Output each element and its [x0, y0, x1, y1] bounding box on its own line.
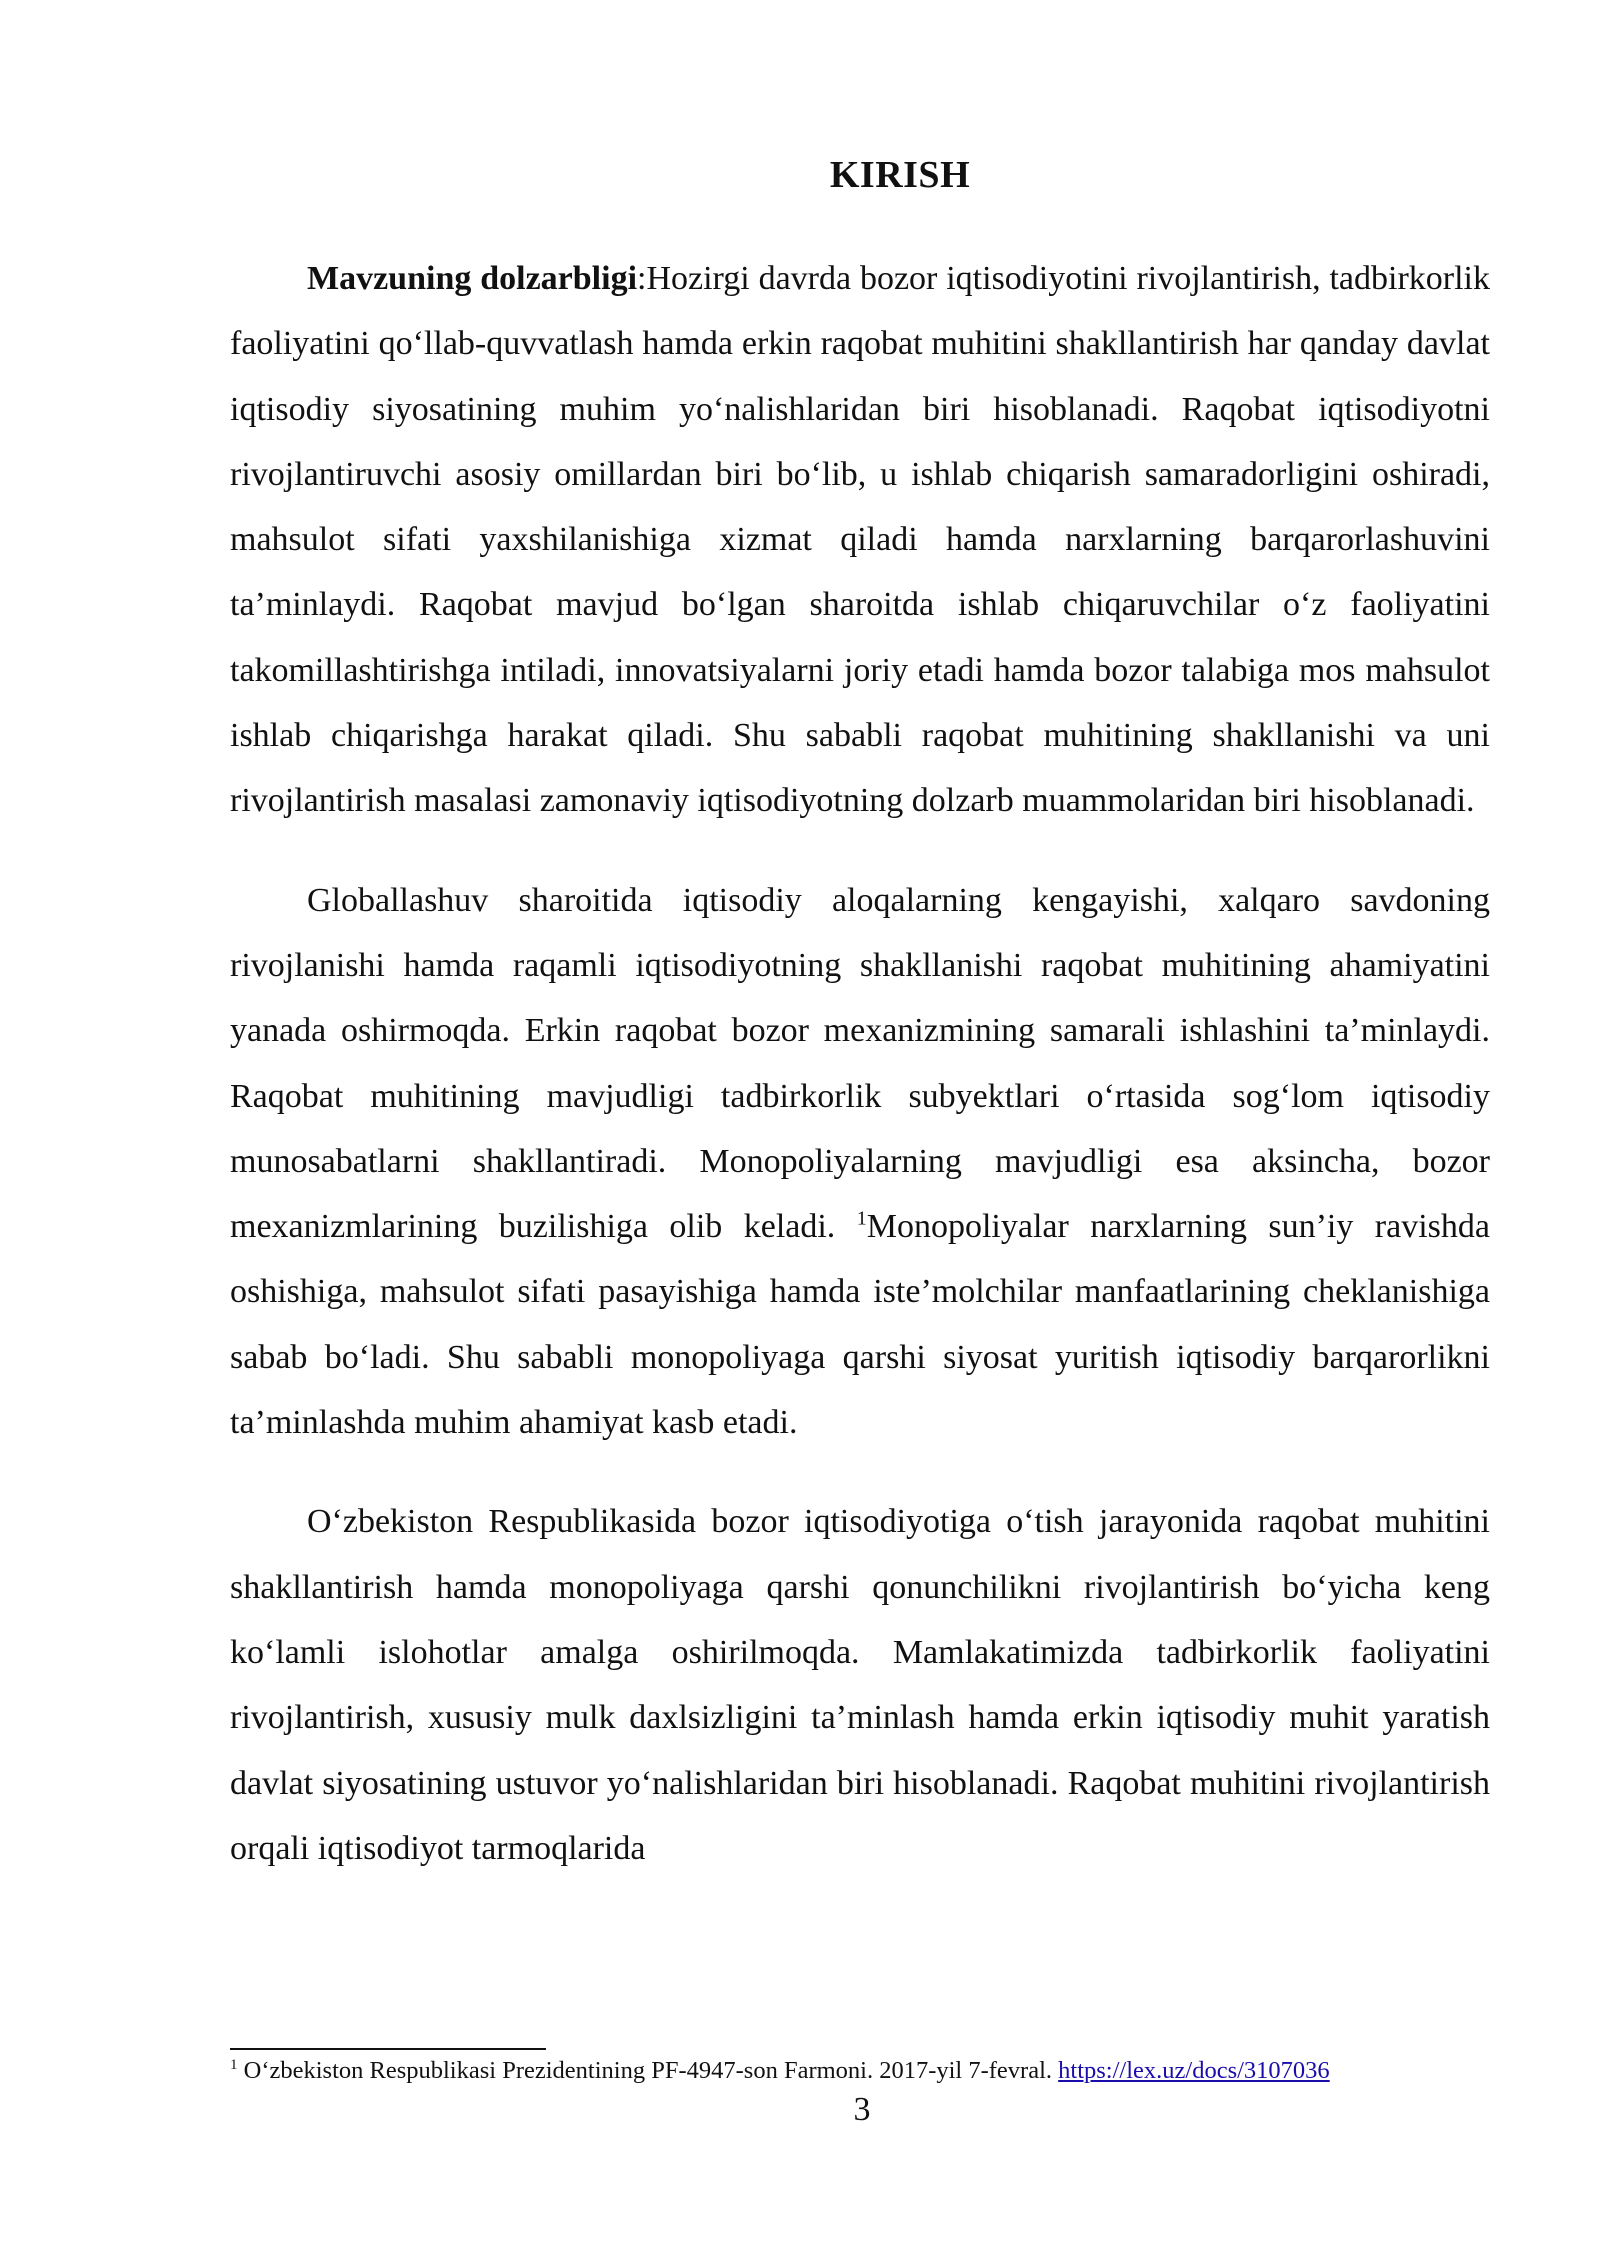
footnote-marker: 1 — [230, 2056, 238, 2073]
paragraph-text: Monopoliyalar narxlarning sun’iy ravishda oshishiga, mahsulot sifati pasayishiga hamda iste’molchilar manfaatlarining cheklanishiga sabab bo‘ladi. Shu sababli monopoliyaga qarshi siyosat yuritish iqtisodiy barqarorlikni ta’minlashda muhim ahamiyat kasb etadi. — [230, 1208, 1490, 1442]
footnote-link[interactable]: https://lex.uz/docs/3107036 — [1058, 2057, 1330, 2084]
paragraph-text: O‘zbekiston Respublikasida bozor iqtisodiyotiga o‘tish jarayonida raqobat muhitini shakllantirish hamda monopoliyaga qarshi qonunchilikni rivojlantirish bo‘yicha keng ko‘lamli islohotlar amalga oshirilmoqda. Mamlakatimizda tadbirkorlik faoliyatini rivojlantirish, xususiy mulk daxlsizligini ta’minlash hamda erkin iqtisodiy muhit yaratish davlat siyosatining ustuvor yo‘nalishlaridan biri hisoblanadi. Raqobat muhitini rivojlantirish orqali iqtisodiyot tarmoqlarida — [230, 1503, 1490, 1867]
body-text — [230, 246, 1490, 1881]
paragraph-globalization — [230, 868, 1490, 1456]
paragraph-relevance — [230, 246, 1490, 834]
paragraph-text: :Hozirgi davrda bozor iqtisodiyotini rivojlantirish, tadbirkorlik faoliyatini qo‘llab-quvvatlash hamda erkin raqobat muhitini shakllantirish har qanday davlat iqtisodiy siyosatining muhim yo‘nalishlaridan biri hisoblanadi. Raqobat iqtisodiyotni rivojlantiruvchi asosiy omillardan biri bo‘lib, u ishlab chiqarish samaradorligini oshiradi, mahsulot sifati yaxshilanishiga xizmat qiladi hamda narxlarning barqarorlashuvini ta’minlaydi. Raqobat mavjud bo‘lgan sharoitda ishlab chiqaruvchilar o‘z faoliyatini takomillashtirishga intiladi, innovatsiyalarni joriy etadi hamda bozor talabiga mos mahsulot ishlab chiqarishga harakat qiladi. Shu sababli raqobat muhitining shakllanishi va uni rivojlantirish masalasi zamonaviy iqtisodiyotning dolzarb muammolaridan biri hisoblanadi. — [230, 260, 1490, 820]
page-number: 3 — [853, 2091, 871, 2128]
paragraph-uzbekistan — [230, 1489, 1490, 1881]
footnote-text: O‘zbekiston Respublikasi Prezidentining PF-4947-son Farmoni. 2017-yil 7-fevral. — [237, 2057, 1059, 2084]
footnote-divider — [230, 2048, 546, 2050]
paragraph-lead-bold: Mavzuning dolzarbligi — [307, 260, 638, 297]
paragraph-text: Globallashuv sharoitida iqtisodiy aloqalarning kengayishi, xalqaro savdoning rivojlanishi hamda raqamli iqtisodiyotning shakllanishi raqobat muhitining ahamiyatini yanada oshirmoqda. Erkin raqobat bozor mexanizmining samarali ishlashini ta’minlaydi. Raqobat muhitining mavjudligi tadbirkorlik subyektlari o‘rtasida sog‘lom iqtisodiy munosabatlarni shakllantiradi. Monopoliyalarning mavjudligi esa aksincha, bozor mexanizmlarining buzilishiga olib keladi. — [230, 881, 1490, 1246]
page-title: KIRISH — [829, 154, 971, 196]
footnote — [230, 2054, 1530, 2088]
footnote-reference[interactable]: 1 — [856, 1207, 867, 1230]
